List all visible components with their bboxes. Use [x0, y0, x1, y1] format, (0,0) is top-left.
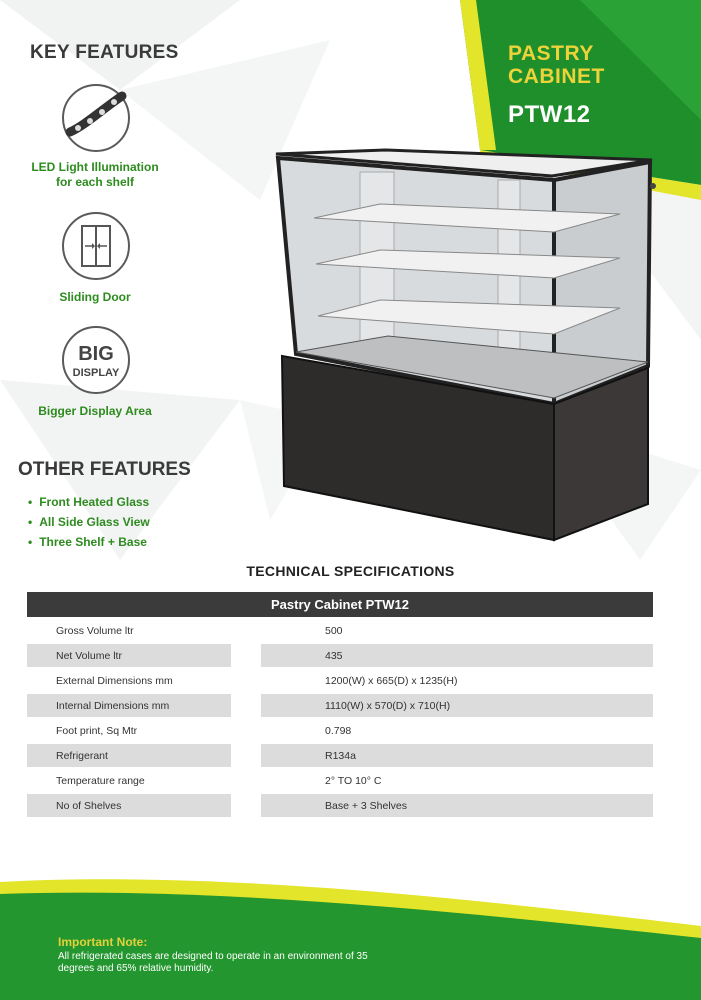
other-features-list — [28, 492, 150, 552]
spec-table-header: Pastry Cabinet PTW12 — [27, 592, 653, 617]
spec-label: No of Shelves — [27, 794, 231, 817]
spec-label: Internal Dimensions mm — [27, 694, 231, 717]
other-feature-item: • Three Shelf + Base — [28, 532, 150, 552]
spec-label: Gross Volume ltr — [56, 624, 134, 637]
table-row — [27, 719, 653, 742]
important-note-title: Important Note: — [58, 935, 148, 949]
spec-value: Base + 3 Shelves — [261, 794, 653, 817]
other-features-title: OTHER FEATURES — [18, 459, 191, 480]
other-feature-item: • All Side Glass View — [28, 512, 150, 532]
product-title-line1: PASTRY — [508, 42, 594, 65]
spec-value: 0.798 — [325, 724, 352, 737]
spec-value: 435 — [261, 644, 653, 667]
table-row — [27, 694, 653, 717]
table-row — [27, 619, 653, 642]
spec-label: Foot print, Sq Mtr — [56, 724, 138, 737]
product-title-line2: CABINET — [508, 65, 605, 88]
sliding-door-icon — [62, 212, 130, 280]
key-features-title: KEY FEATURES — [30, 42, 179, 63]
led-strip-icon — [62, 84, 130, 152]
spec-label: Net Volume ltr — [27, 644, 231, 667]
product-code: PTW12 — [508, 101, 591, 128]
spec-label: Temperature range — [56, 774, 145, 787]
spec-heading: TECHNICAL SPECIFICATIONS — [246, 563, 455, 579]
feature-label-led-line2: for each shelf — [55, 175, 135, 189]
big-display-icon — [62, 326, 130, 394]
pastry-cabinet-image — [268, 146, 660, 550]
other-feature-item: • Front Heated Glass — [28, 492, 150, 512]
spec-value: 500 — [325, 624, 343, 637]
big-display-icon-text-big: BIG — [78, 343, 114, 365]
footer-banner — [0, 860, 701, 1000]
table-row — [27, 669, 653, 692]
feature-label-bigger-display: Bigger Display Area — [38, 404, 152, 418]
table-row — [27, 769, 653, 792]
important-note-text: All refrigerated cases are designed to operate in an environment of 35 degrees and 65% relative humidity. — [58, 951, 368, 974]
spec-value: R134a — [261, 744, 653, 767]
feature-label-led-line1: LED Light Illumination — [31, 160, 159, 174]
spec-value: 1110(W) x 570(D) x 710(H) — [261, 694, 653, 717]
product-title — [508, 42, 658, 88]
spec-table — [27, 590, 653, 819]
table-row — [27, 744, 653, 767]
spec-value: 1200(W) x 665(D) x 1235(H) — [325, 674, 458, 687]
table-row — [27, 794, 653, 817]
feature-label-sliding-door: Sliding Door — [59, 290, 131, 304]
spec-label: Refrigerant — [27, 744, 231, 767]
spec-value: 2° TO 10° C — [325, 774, 382, 787]
feature-label-led — [0, 160, 190, 190]
table-row — [27, 644, 653, 667]
big-display-icon-text-display: DISPLAY — [72, 367, 120, 379]
spec-label: External Dimensions mm — [56, 674, 173, 687]
